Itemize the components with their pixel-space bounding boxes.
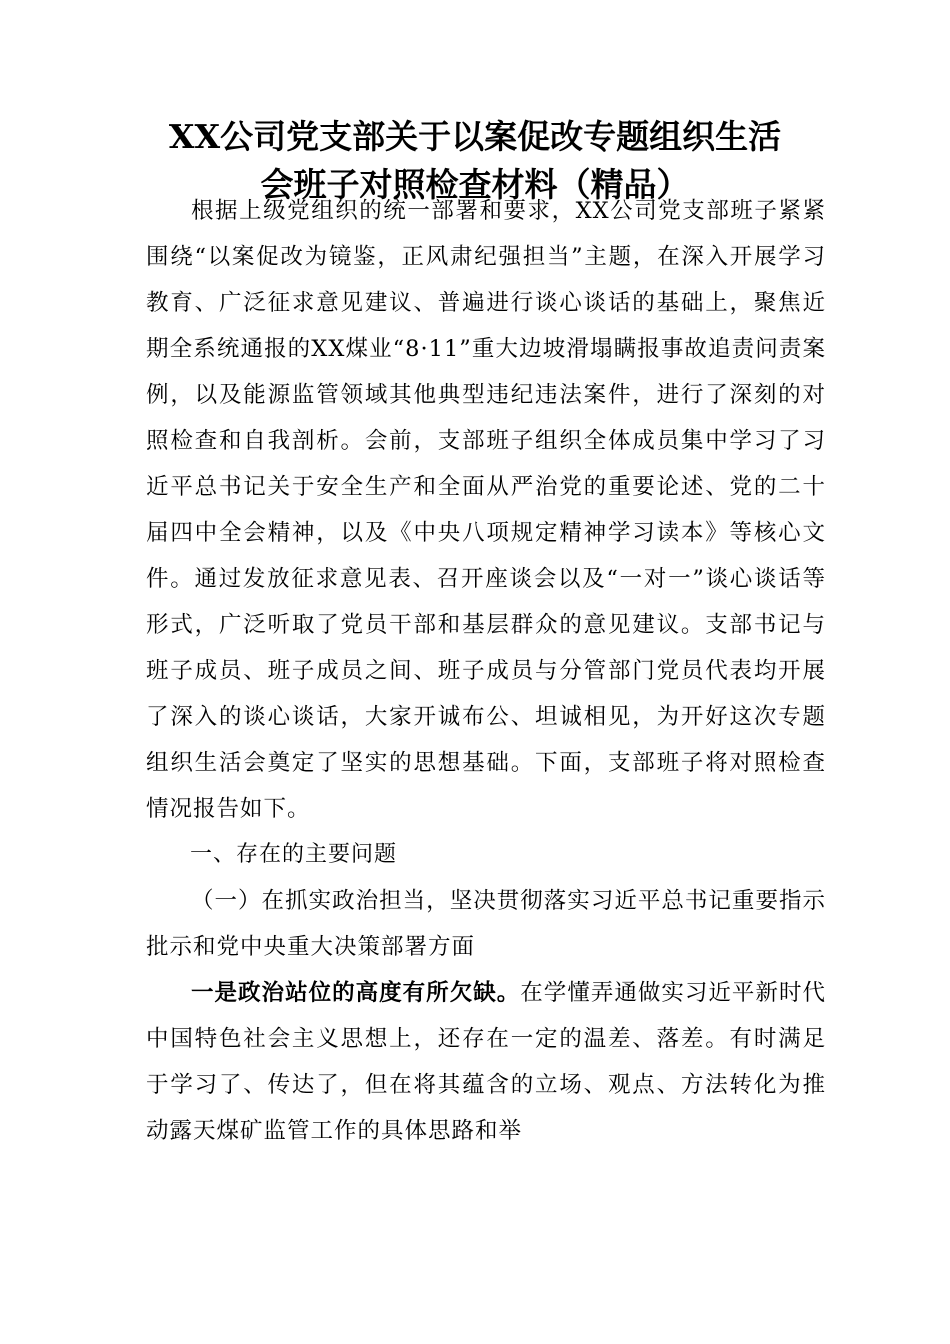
- document-title-line-2: 会班子对照检查材料（精品）: [260, 165, 690, 204]
- section-heading-1: 一、存在的主要问题: [190, 842, 398, 867]
- subsection-heading-1: （一）在抓实政治担当，坚决贯彻落实习近平总书记重要指示批示和党中央重大决策部署方面: [146, 888, 826, 960]
- document-title-line-1: XX公司党支部关于以案促改专题组织生活: [168, 117, 782, 156]
- point-lead-1: 一是政治站位的高度有所欠缺。: [191, 980, 521, 1006]
- point-text-1: 在学懂弄通做实习近平新时代中国特色社会主义思想上，还存在一定的温差、落差。有时满足于学习了、传达了，但在将其蕴含的立场、观点、方法转化为推动露天煤矿监管工作的具体思路和举: [146, 980, 826, 1144]
- document-body: [146, 188, 826, 1154]
- point-paragraph-1: [146, 970, 826, 1154]
- intro-paragraph: 根据上级党组织的统一部署和要求，XX公司党支部班子紧紧围绕“以案促改为镜鉴，正风肃纪强担当”主题，在深入开展学习教育、广泛征求意见建议、普遍进行谈心谈话的基础上，聚焦近期全系统通报的XX煤业“8·11”重大边坡滑塌瞒报事故追责问责案例，以及能源监管领域其他典型违纪违法案件，进行了深刻的对照检查和自我剖析。会前，支部班子组织全体成员集中学习了习近平总书记关于安全生产和全面从严治党的重要论述、党的二十届四中全会精神，以及《中央八项规定精神学习读本》等核心文件。通过发放征求意见表、召开座谈会以及“一对一”谈心谈话等形式，广泛听取了党员干部和基层群众的意见建议。支部书记与班子成员、班子成员之间、班子成员与分管部门党员代表均开展了深入的谈心谈话，大家开诚布公、坦诚相见，为开好这次专题组织生活会奠定了坚实的思想基础。下面，支部班子将对照检查情况报告如下。: [146, 198, 826, 822]
